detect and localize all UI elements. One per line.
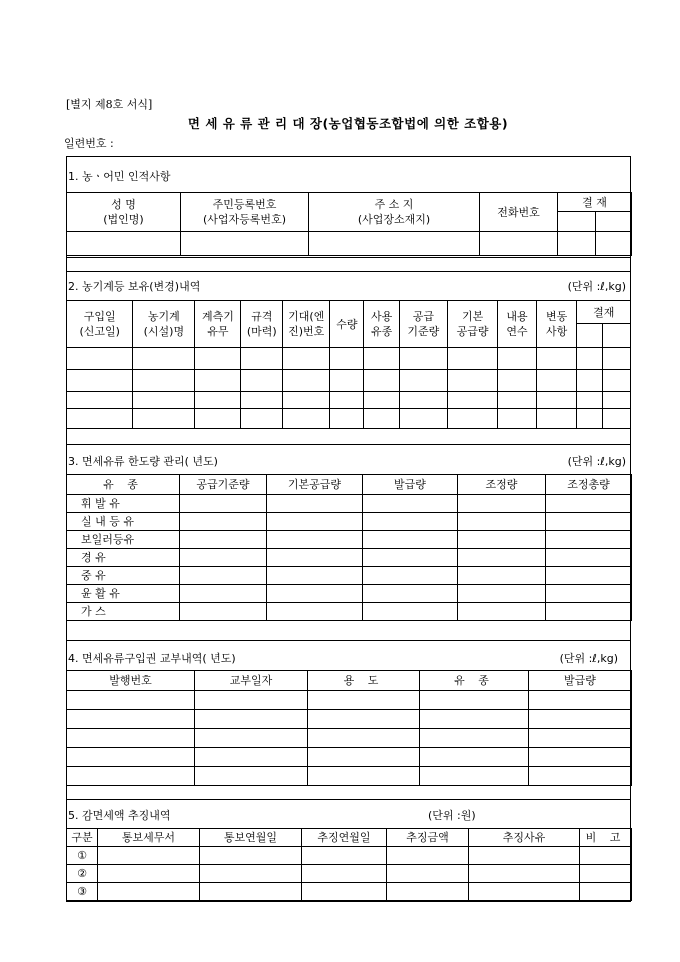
header-approval: 결재 [577,301,631,324]
approval-cell[interactable] [596,232,632,256]
table-row [67,409,631,429]
fuel-label: 가 스 [67,603,180,621]
header-collection-date: 추징연월일 [302,829,387,847]
table-row [67,748,632,767]
header-basic-supply: 기본 공급량 [447,301,497,348]
header-fuel: 유 종 [420,671,529,691]
header-meter: 계측기 유무 [195,301,241,348]
fuel-label: 휘 발 유 [67,495,180,513]
table-row [67,847,632,865]
approval-cell[interactable] [603,324,631,348]
header-usage: 용 도 [308,671,420,691]
table-row [67,767,632,786]
row-number: ① [67,847,98,865]
header-fuel-type: 사용 유종 [364,301,399,348]
serial-number-label: 일련번호 : [64,137,114,150]
form-label: [별지 제8호 서식] [66,98,153,111]
table-row [67,710,632,729]
header-category: 구분 [67,829,98,847]
header-quantity: 수량 [330,301,364,348]
section1-title: 1. 농ㆍ어민 인적사항 [68,170,171,183]
header-collection-reason: 추징사유 [469,829,580,847]
page-title: 면 세 유 류 관 리 대 장(농업협동조합법에 의한 조합용) [187,116,509,131]
header-supply-standard: 공급기준량 [180,475,267,495]
header-adjusted-total: 조정총량 [546,475,632,495]
header-issue-date: 교부일자 [195,671,308,691]
section3-title: 3. 면세유류 한도량 관리( 년도) [68,455,218,468]
table-row [67,348,631,370]
section4-unit: (단위 :ℓ,kg) [559,652,618,665]
address-input-cell[interactable] [309,232,480,256]
header-changes: 변동 사항 [536,301,577,348]
table-row [67,370,631,392]
table-row [67,585,632,603]
approval-cell[interactable] [558,232,596,256]
header-purchase-date: 구입일 (신고일) [67,301,133,348]
divider [66,799,631,800]
header-name: 성 명 (법인명) [67,193,181,232]
table-row [67,603,632,621]
header-adjusted: 조정량 [458,475,546,495]
header-notice-date: 통보연월일 [200,829,302,847]
header-fuel: 유 종 [67,475,180,495]
header-reg-no: 주민등록번호 (사업자등록번호) [181,193,309,232]
table-row [67,392,631,409]
header-collection-amount: 추징금액 [387,829,469,847]
table-row [67,567,632,585]
table-row [67,865,632,883]
approval-cell[interactable] [558,212,596,232]
header-issued: 발급량 [363,475,458,495]
approval-cell[interactable] [577,324,603,348]
divider [66,640,631,641]
table-row [67,549,632,567]
header-engine-no: 기대(엔 진)번호 [283,301,330,348]
section5-title: 5. 감면세액 추징내역 [68,809,171,822]
fuel-label: 경 유 [67,549,180,567]
header-useful-life: 내용 연수 [498,301,537,348]
phone-input-cell[interactable] [480,232,558,256]
row-number: ③ [67,883,98,901]
table-row [67,513,632,531]
section3-table [66,474,632,621]
section4-title: 4. 면세유류구입권 교부내역( 년도) [68,652,236,665]
section3-unit: (단위 :ℓ,kg) [567,455,626,468]
name-input-cell[interactable] [67,232,181,256]
header-machine-name: 농기계 (시설)명 [133,301,195,348]
header-remarks: 비 고 [580,829,632,847]
section2-table [66,300,631,429]
section4-table [66,670,632,786]
divider [66,444,631,445]
approval-cell[interactable] [596,212,632,232]
section5-table [66,828,632,901]
header-supply-standard: 공급 기준량 [399,301,447,348]
reg-no-input-cell[interactable] [181,232,309,256]
header-spec: 규격 (마력) [241,301,283,348]
header-basic-supply: 기본공급량 [267,475,363,495]
section2-title: 2. 농기계등 보유(변경)내역 [68,280,201,293]
header-issued: 발급량 [529,671,632,691]
fuel-label: 실 내 등 유 [67,513,180,531]
table-row [67,883,632,901]
row-number: ② [67,865,98,883]
header-phone: 전화번호 [480,193,558,232]
table-row [67,531,632,549]
section1-table [66,192,632,256]
fuel-label: 보일러등유 [67,531,180,549]
header-address: 주 소 지 (사업장소재지) [309,193,480,232]
table-row [67,691,632,710]
header-issue-number: 발행번호 [67,671,195,691]
fuel-label: 윤 활 유 [67,585,180,603]
header-approval: 결 재 [558,193,632,212]
divider [66,271,631,272]
divider [66,257,631,258]
table-row [67,729,632,748]
fuel-label: 중 유 [67,567,180,585]
header-tax-office: 통보세무서 [98,829,200,847]
section5-unit: (단위 :원) [428,809,476,822]
section2-unit: (단위 :ℓ,kg) [567,280,626,293]
table-row [67,495,632,513]
